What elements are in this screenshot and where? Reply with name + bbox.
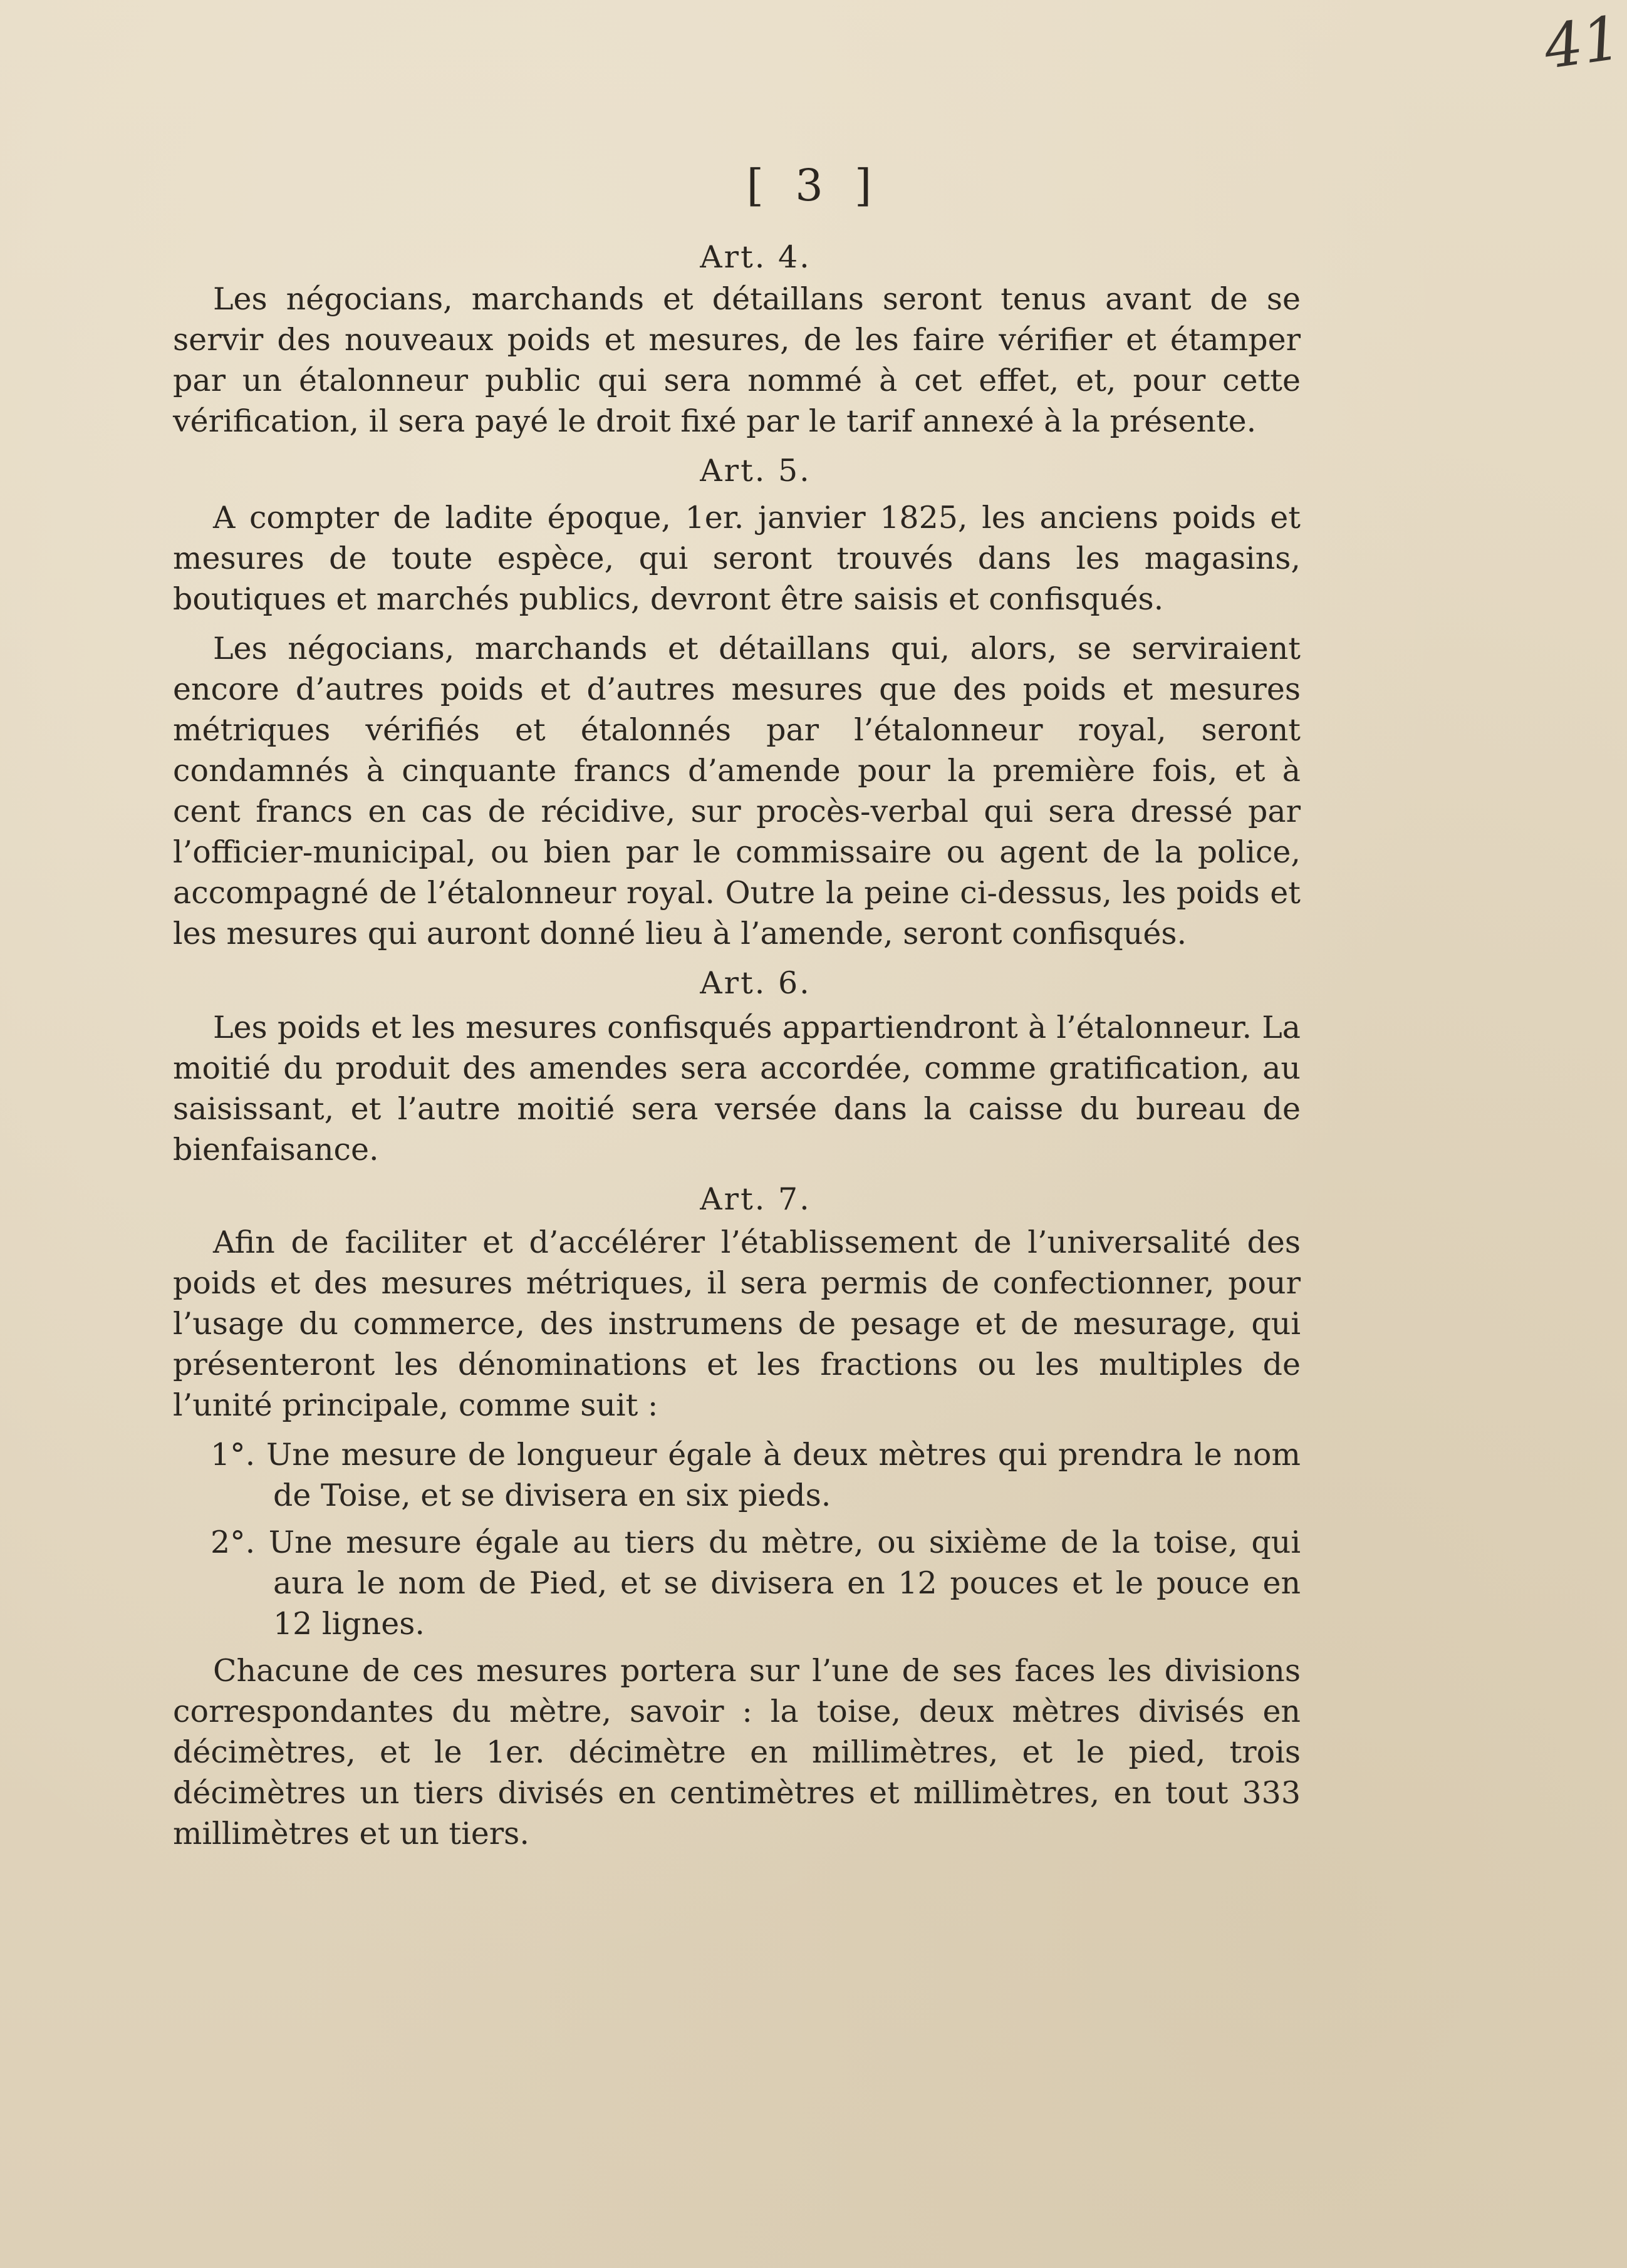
article-paragraph: Afin de faciliter et d’accélérer l’établissement de l’universalité des poids et des mesures métriques, il sera permis de confectionner, pour l’usage du commerce, des instrumens de pesage et de mesurage, qui présenteront les dénominations et les fractions ou les multiples de l’unité principale, comme suit :	[173, 1225, 1301, 1423]
body-text	[173, 225, 1301, 1863]
article-heading: Art. 5.	[700, 453, 811, 489]
article-heading: Art. 4.	[700, 239, 811, 275]
article-paragraph: Les négocians, marchands et détaillans seront tenus avant de se servir des nouveaux poids et mesures, de les faire vérifier et étamper par un étalonneur public qui sera nommé à cet effet, et, pour cette vérification, il sera payé le droit fixé par le tarif annexé à la présente.	[173, 281, 1301, 439]
page-number: [ 3 ]	[746, 160, 881, 211]
folio-number: 41	[1539, 3, 1626, 83]
article-heading: Art. 7.	[700, 1181, 811, 1217]
article-paragraph: Les poids et les mesures confisqués appartiendront à l’étalonneur. La moitié du produit des amendes sera accordée, comme gratification, au saisissant, et l’autre moitié sera versée dans la caisse du bureau de bienfaisance.	[173, 1010, 1301, 1168]
article-paragraph: A compter de ladite époque, 1er. janvier 1825, les anciens poids et mesures de toute espèce, qui seront trouvés dans les magasins, boutiques et marchés publics, devront être saisis et confisqués.	[173, 500, 1301, 617]
article-paragraph: Chacune de ces mesures portera sur l’une de ses faces les divisions correspondantes du mètre, savoir : la toise, deux mètres divisés en décimètres, et le 1er. décimètre en millimètres, et le pied, trois décimètres un tiers divisés en centimètres et millimètres, en tout 333 millimètres et un tiers.	[173, 1653, 1301, 1851]
article-heading: Art. 6.	[700, 965, 811, 1001]
list-item: 1°. Une mesure de longueur égale à deux mètres qui prendra le nom de Toise, et se divisera en six pieds.	[211, 1437, 1301, 1513]
list-item: 2°. Une mesure égale au tiers du mètre, ou sixième de la toise, qui aura le nom de Pied, et se divisera en 12 pouces et le pouce en 12 lignes.	[211, 1525, 1301, 1642]
article-paragraph: Les négocians, marchands et détaillans qui, alors, se serviraient encore d’autres poids et d’autres mesures que des poids et mesures métriques vérifiés et étalonnés par l’étalonneur royal, seront condamnés à cinquante francs d’amende pour la première fois, et à cent francs en cas de récidive, sur procès-verbal qui sera dressé par l’officier-municipal, ou bien par le commissaire ou agent de la police, accompagné de l’étalonneur royal. Outre la peine ci-dessus, les poids et les mesures qui auront donné lieu à l’amende, seront confisqués.	[173, 631, 1301, 951]
